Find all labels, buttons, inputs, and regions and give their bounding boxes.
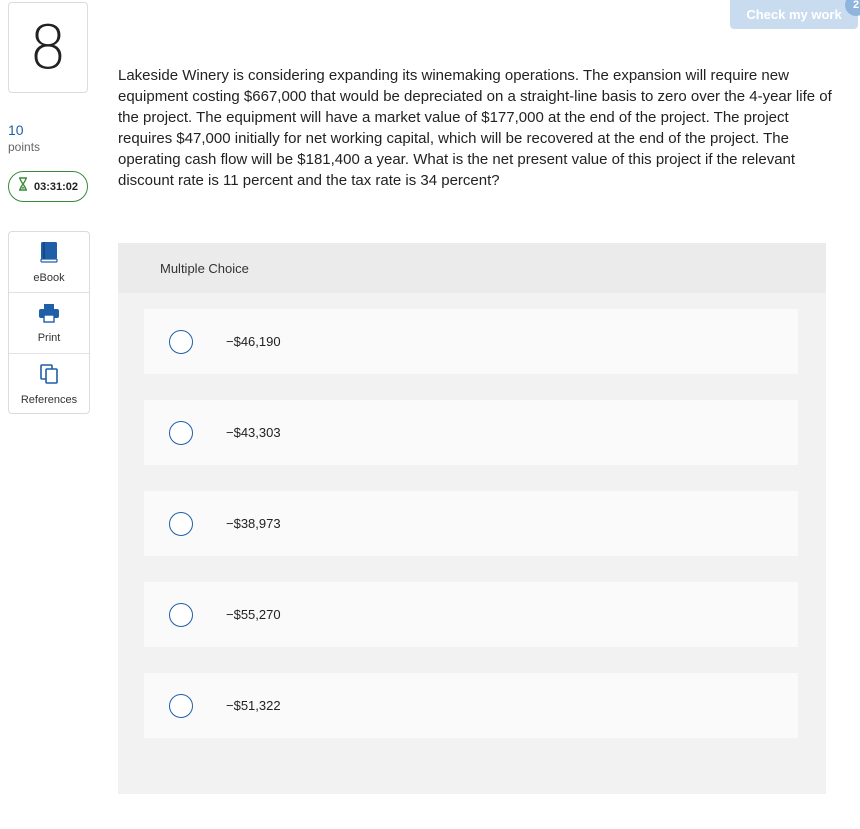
choice-text: −$46,190 <box>226 334 281 349</box>
hourglass-icon <box>18 177 28 196</box>
multiple-choice-panel <box>118 243 826 794</box>
choice-option[interactable] <box>144 309 798 374</box>
points-value: 10 <box>8 122 24 138</box>
radio-button[interactable] <box>169 330 193 354</box>
references-label: References <box>20 394 78 406</box>
ebook-button[interactable] <box>9 232 89 293</box>
timer-badge <box>8 171 88 202</box>
choice-option[interactable] <box>144 582 798 647</box>
ebook-label: eBook <box>33 271 65 284</box>
check-count-badge: 2 <box>845 0 860 16</box>
book-icon <box>39 241 59 268</box>
choice-option[interactable] <box>144 673 798 738</box>
choice-option[interactable] <box>144 491 798 556</box>
radio-button[interactable] <box>169 694 193 718</box>
choice-option[interactable] <box>144 400 798 465</box>
references-button[interactable] <box>9 354 89 415</box>
choice-text: −$55,270 <box>226 607 281 622</box>
radio-button[interactable] <box>169 603 193 627</box>
points-label: points <box>8 140 41 154</box>
print-button[interactable] <box>9 293 89 354</box>
print-label: Print <box>37 331 61 344</box>
timer-text: 03:31:02 <box>33 180 79 193</box>
copy-icon <box>39 363 59 390</box>
radio-button[interactable] <box>169 421 193 445</box>
printer-icon <box>38 303 60 328</box>
question-text: Lakeside Winery is considering expanding its winemaking operations. The expansion will require new equipment costing $667,000 that would be depreciated on a straight-line basis to zero over the 4-year life of the project. The equipment will have a market value of $177,000 at the end of the project. The project requires $47,000 initially for net working capital, which will be recovered at the end of the project. The operating cash flow will be $181,400 a year. What is the net present value of this project if the relevant discount rate is 11 percent and the tax rate is 34 percent? <box>118 67 832 189</box>
multiple-choice-header: Multiple Choice <box>118 243 826 293</box>
choice-text: −$38,973 <box>226 516 281 531</box>
radio-button[interactable] <box>169 512 193 536</box>
check-my-work-button[interactable]: Check my work <box>730 0 858 29</box>
choice-text: −$51,322 <box>226 698 281 713</box>
tools-panel <box>8 231 90 414</box>
choice-text: −$43,303 <box>226 425 281 440</box>
question-number: 8 <box>8 2 88 93</box>
